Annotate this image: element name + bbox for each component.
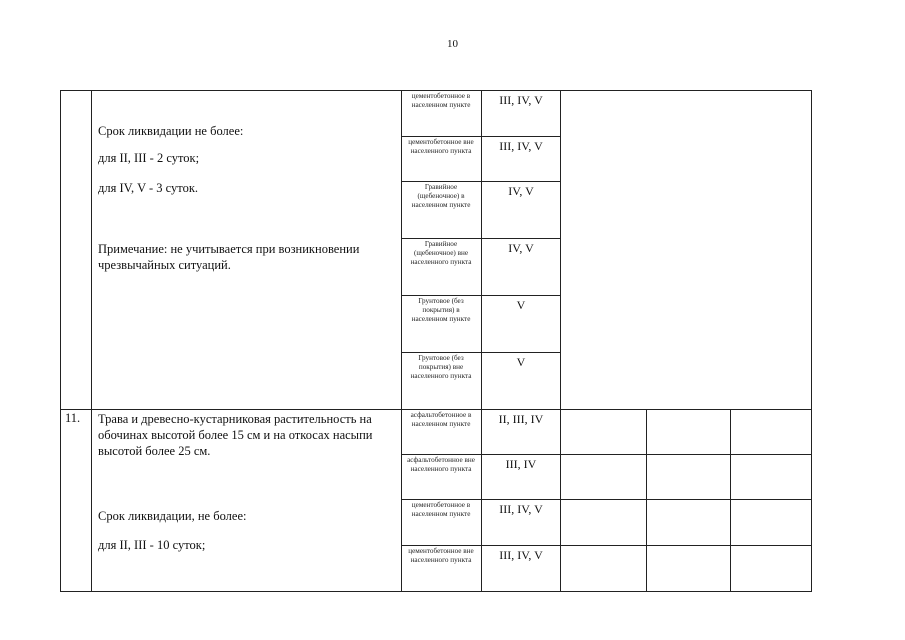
column-line-number	[91, 90, 92, 592]
surface-type: цементобетонное в населенном пункте	[411, 92, 471, 109]
subrow-line	[401, 295, 561, 296]
road-category: V	[516, 298, 526, 312]
surface-type: асфальтобетонное в населенном пункте	[410, 411, 472, 428]
road-category: V	[516, 355, 526, 369]
surface-type: Гравийное (щебеночное) в населенном пункте	[411, 183, 471, 209]
road-category: III, IV	[505, 457, 537, 471]
row-number: 11.	[65, 411, 81, 425]
road-category: III, IV, V	[499, 93, 543, 107]
deadline-value: для II, III - 2 суток;	[98, 151, 200, 165]
road-category: IV, V	[508, 184, 534, 198]
deadline-value: для II, III - 10 суток;	[98, 538, 206, 552]
column-line-extra-2	[730, 409, 731, 592]
page-number: 10	[447, 38, 458, 50]
surface-type: Грунтовое (без покрытия) в населенном пункте	[411, 297, 471, 323]
deadline-value: для IV, V - 3 суток.	[98, 181, 199, 195]
surface-type: асфальтобетонное вне населенного пункта	[407, 456, 475, 473]
table-border-right	[811, 90, 812, 592]
subrow-line	[401, 181, 561, 182]
subrow-line	[401, 136, 561, 137]
row-separator	[60, 409, 812, 410]
surface-type: цементобетонное вне населенного пункта	[408, 138, 474, 155]
subrow-line	[401, 545, 812, 546]
subrow-line	[401, 499, 812, 500]
road-category: III, IV, V	[499, 548, 543, 562]
road-category: III, IV, V	[499, 502, 543, 516]
defect-description: Трава и древесно-кустарниковая растительность на обочинах высотой более 15 см и на откосах насыпи высотой более 25 см.	[98, 412, 373, 458]
deadline-label: Срок ликвидации, не более:	[98, 509, 247, 523]
subrow-line	[401, 238, 561, 239]
surface-type: цементобетонное вне населенного пункта	[408, 547, 474, 564]
road-category: II, III, IV	[498, 412, 544, 426]
column-line-surface	[481, 90, 482, 592]
surface-type: Грунтовое (без покрытия) вне населенного пункта	[410, 354, 472, 380]
deadline-label: Срок ликвидации не более:	[98, 124, 244, 138]
table-border-left	[60, 90, 61, 592]
column-line-extra-1	[646, 409, 647, 592]
table-border-top	[60, 90, 812, 91]
column-line-description	[401, 90, 402, 592]
road-category: III, IV, V	[499, 139, 543, 153]
note-text: Примечание: не учитывается при возникновении чрезвычайных ситуаций.	[98, 242, 360, 272]
column-line-category	[560, 90, 561, 592]
surface-type: Гравийное (щебеночное) вне населенного пункта	[410, 240, 472, 266]
table-border-bottom	[60, 591, 812, 592]
surface-type: цементобетонное в населенном пункте	[411, 501, 471, 518]
subrow-line	[401, 454, 812, 455]
road-category: IV, V	[508, 241, 534, 255]
subrow-line	[401, 352, 561, 353]
